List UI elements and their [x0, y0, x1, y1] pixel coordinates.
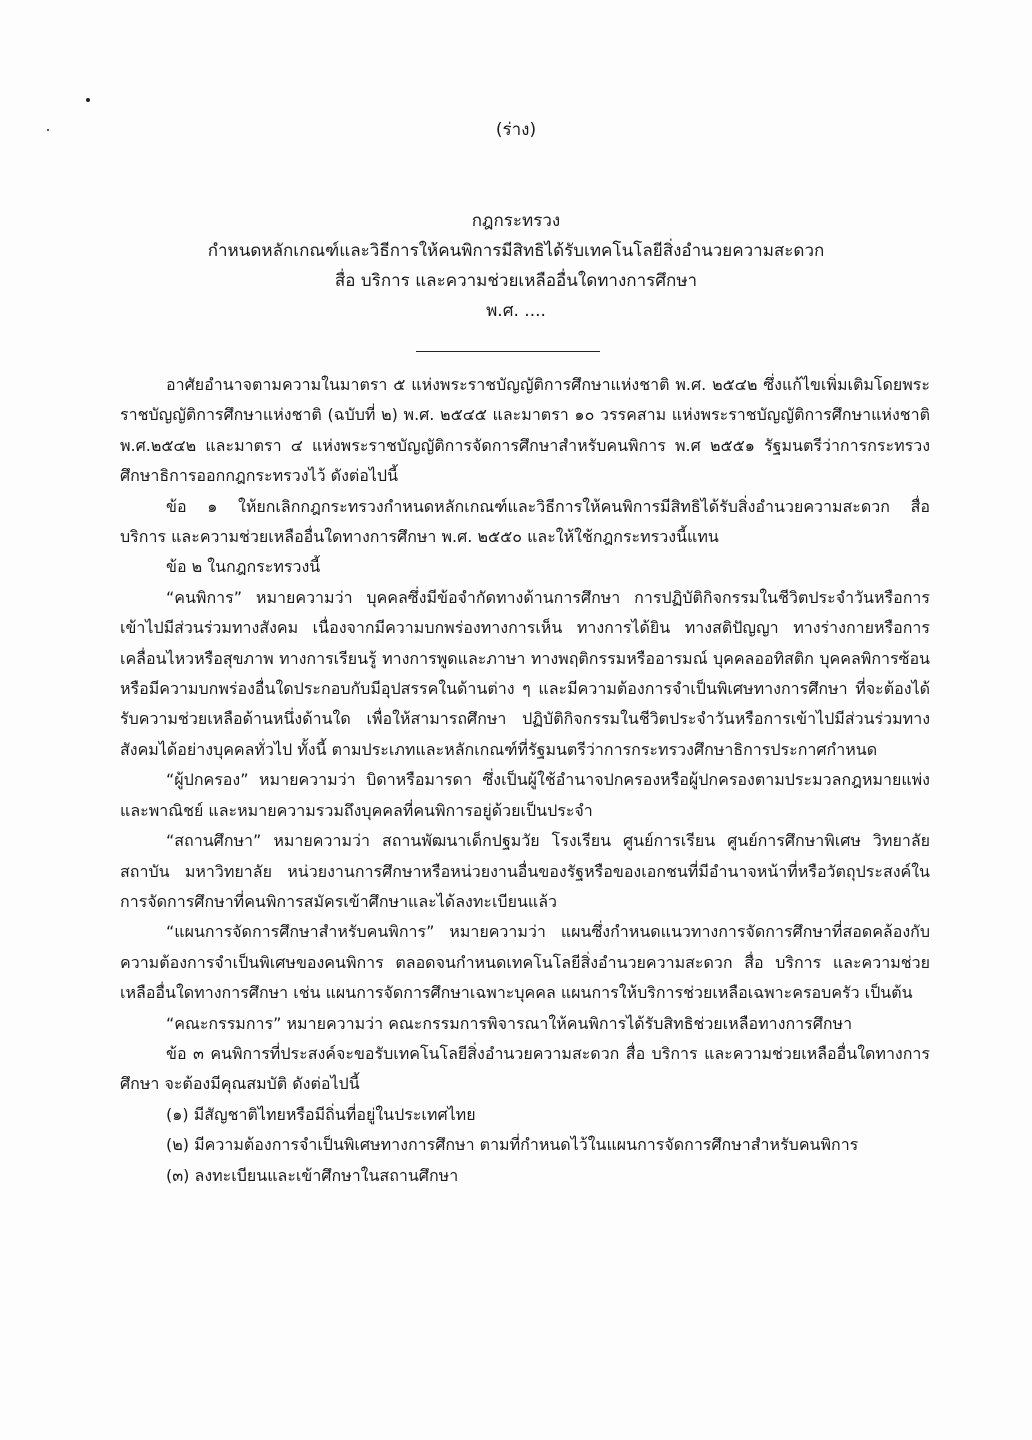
definition-committee: “คณะกรรมการ” หมายความว่า คณะกรรมการพิจารณาให้คนพิการได้รับสิทธิช่วยเหลือทางการศึกษา [166, 1013, 853, 1033]
preamble-paragraph: อาศัยอำนาจตามความในมาตรา ๕ แห่งพระราชบัญญัติการศึกษาแห่งชาติ พ.ศ. ๒๕๔๒ ซึ่งแก้ไขเพิ่มเติมโดยพระราชบัญญัติการศึกษาแห่งชาติ (ฉบับที่ ๒) พ.ศ. ๒๕๔๕ และมาตรา ๑๐ วรรคสาม แห่งพระราชบัญญัติการศึกษาแห่งชาติ พ.ศ.๒๕๔๒ และมาตรา ๔ แห่งพระราชบัญญัติการจัดการศึกษาสำหรับคนพิการ พ.ศ ๒๕๕๑ รัฐมนตรีว่าการกระทรวงศึกษาธิการออกกฎกระทรวงไว้ ดังต่อไปนี้ [120, 375, 930, 486]
title-line: สื่อ บริการ และความช่วยเหลืออื่นใดทางการศึกษา [334, 271, 698, 291]
title-line: กำหนดหลักเกณฑ์และวิธีการให้คนพิการมีสิทธิได้รับเทคโนโลยีสิ่งอำนวยความสะดวก [207, 241, 825, 261]
clause-2: ข้อ ๒ ในกฎกระทรวงนี้ [166, 557, 321, 577]
qualification-item: (๒) มีความต้องการจำเป็นพิเศษทางการศึกษา ตามที่กำหนดไว้ในแผนการจัดการศึกษาสำหรับคนพิการ [166, 1135, 859, 1155]
qualification-item: (๓) ลงทะเบียนและเข้าศึกษาในสถานศึกษา [166, 1165, 459, 1185]
scan-speck [86, 98, 90, 102]
definition-guardian: “ผู้ปกครอง” หมายความว่า บิดาหรือมารดา ซึ่งเป็นผู้ใช้อำนาจปกครองหรือผู้ปกครองตามประมวลกฎหมายแพ่งและพาณิชย์ และหมายความรวมถึงบุคคลที่คนพิการอยู่ด้วยเป็นประจำ [120, 770, 930, 820]
definition-education-plan: “แผนการจัดการศึกษาสำหรับคนพิการ” หมายความว่า แผนซึ่งกำหนดแนวทางการจัดการศึกษาที่สอดคล้องกับความต้องการจำเป็นพิเศษของคนพิการ ตลอดจนกำหนดเทคโนโลยีสิ่งอำนวยความสะดวก สื่อ บริการ และความช่วยเหลืออื่นใดทางการศึกษา เช่น แผนการจัดการศึกษาเฉพาะบุคคล แผนการให้บริการช่วยเหลือเฉพาะครอบครัว เป็นต้น [120, 922, 930, 1003]
qualification-item: (๑) มีสัญชาติไทยหรือมีถิ่นที่อยู่ในประเทศไทย [166, 1104, 476, 1124]
document-body [120, 370, 930, 1191]
definition-disabled-person: “คนพิการ” หมายความว่า บุคคลซึ่งมีข้อจำกัดทางด้านการศึกษา การปฏิบัติกิจกรรมในชีวิตประจำวันหรือการเข้าไปมีส่วนร่วมทางสังคม เนื่องจากมีความบกพร่องทางการเห็น ทางการได้ยิน ทางสติปัญญา ทางร่างกายหรือการเคลื่อนไหวหรือสุขภาพ ทางการเรียนรู้ ทางการพูดและภาษา ทางพฤติกรรมหรืออารมณ์ บุคคลออทิสติก บุคคลพิการซ้อน หรือมีความบกพร่องอื่นใดประกอบกับมีอุปสรรคในด้านต่าง ๆ และมีความต้องการจำเป็นพิเศษทางการศึกษา ที่จะต้องได้รับความช่วยเหลือด้านหนึ่งด้านใด เพื่อให้สามารถศึกษา ปฏิบัติกิจกรรมในชีวิตประจำวันหรือการเข้าไปมีส่วนร่วมทางสังคมได้อย่างบุคคลทั่วไป ทั้งนี้ ตามประเภทและหลักเกณฑ์ที่รัฐมนตรีว่าการกระทรวงศึกษาธิการประกาศกำหนด [120, 587, 930, 759]
clause-3: ข้อ ๓ คนพิการที่ประสงค์จะขอรับเทคโนโลยีสิ่งอำนวยความสะดวก สื่อ บริการ และความช่วยเหลืออื่นใดทางการศึกษา จะต้องมีคุณสมบัติ ดังต่อไปนี้ [120, 1043, 930, 1094]
definition-school: “สถานศึกษา” หมายความว่า สถานพัฒนาเด็กปฐมวัย โรงเรียน ศูนย์การเรียน ศูนย์การศึกษาพิเศษ วิทยาลัย สถาบัน มหาวิทยาลัย หน่วยงานการศึกษาหรือหน่วยงานอื่นของรัฐหรือของเอกชนที่มีอำนาจหน้าที่หรือวัตถุประสงค์ในการจัดการศึกษาที่คนพิการสมัครเข้าศึกษาและได้ลงทะเบียนแล้ว [120, 831, 930, 911]
title-line: กฎกระทรวง [471, 211, 561, 231]
draft-label: (ร่าง) [495, 120, 537, 140]
document-title [100, 206, 932, 326]
clause-1: ข้อ ๑ ให้ยกเลิกกฎกระทรวงกำหนดหลักเกณฑ์และวิธีการให้คนพิการมีสิทธิได้รับสิ่งอำนวยความสะดวก สื่อ บริการ และความช่วยเหลืออื่นใดทางการศึกษา พ.ศ. ๒๕๕๐ และให้ใช้กฎกระทรวงนี้แทน [120, 496, 930, 547]
title-divider [416, 351, 600, 352]
title-line: พ.ศ. .... [486, 301, 546, 321]
